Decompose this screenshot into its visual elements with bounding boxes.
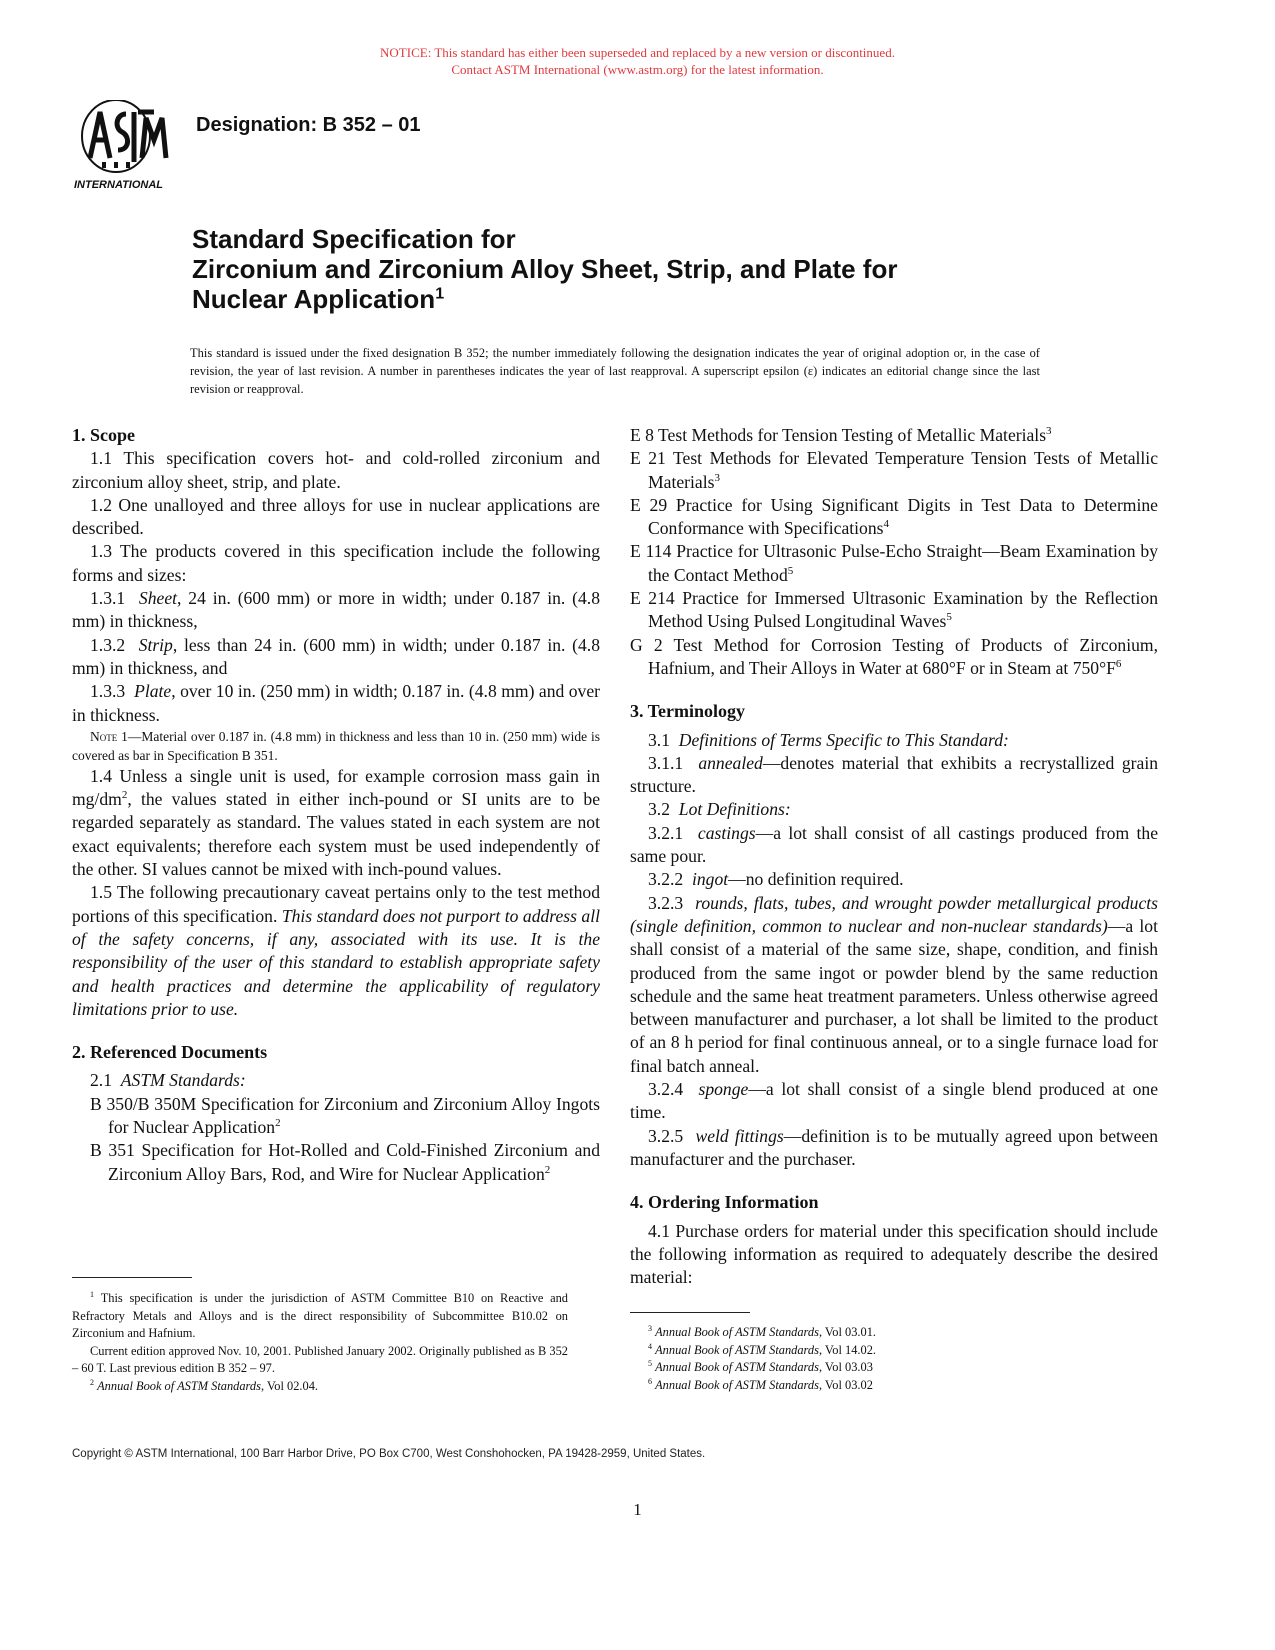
astm-logo (72, 100, 180, 192)
designation: Designation: B 352 – 01 (196, 114, 421, 136)
footnote-rule-left (72, 1277, 192, 1278)
footnote-3: $^3$ Annual Book of ASTM Standards, Vol 03.01. (648, 1323, 876, 1339)
footnote-2: $^2$ Annual Book of ASTM Standards, Vol 02.04. (90, 1377, 318, 1393)
para-3-2-4: 3.2.4 sponge—a lot shall consist of a single blend produced at one time. (630, 1079, 1159, 1123)
reference-item: E 114 Practice for Ultrasonic Pulse-Echo Straight—Beam Examination by the Contact Method$^5$ (630, 541, 1158, 585)
para-3-2-3: 3.2.3 rounds, flats, tubes, and wrought powder metallurgical products (single definition, common to nuclear and non-nuclear standards)—a lot shall consist of a material of the same size, shape, condition, and finish produced from the same ingot or powder blend by the same reduction schedule and the same heat treatment parameters. Unless otherwise agreed between manufacturer and purchaser, a lot shall be limited to the product of an 8 h period for final continuous anneal, or to a single furnace load for final batch anneal. (630, 892, 1159, 1076)
right-column (630, 424, 1158, 1289)
footnotes-left (72, 1290, 568, 1395)
note-1: Note 1—Material over 0.187 in. (4.8 mm) in thickness and less than 10 in. (250 mm) wide is covered as bar in Specification B 351. (72, 728, 600, 763)
reference-item: G 2 Test Method for Corrosion Testing of Products of Zirconium, Hafnium, and Their Alloys in Water at 680°F or in Steam at $750^\circ F^6$ (630, 634, 1158, 678)
reference-list-right (630, 424, 1158, 680)
reference-list-left (72, 1093, 600, 1186)
para-3-1-1: 3.1.1 annealed—denotes material that exhibits a recrystallized grain structure. (630, 752, 1159, 797)
para-4-1: 4.1 Purchase orders for material under this specification should include the following information as required to adequately describe the desired material: (630, 1220, 1158, 1288)
intro-paragraph: This standard is issued under the fixed designation B 352; the number immediately following the designation indicates the year of original adoption or, in the case of revision, the year of last revision. A number in parentheses indicates the year of last reapproval. A superscript epsilon (ε) indicates an editorial change since the last revision or reapproval. (190, 346, 1040, 396)
reference-item: E 21 Test Methods for Elevated Temperature Tension Tests of Metallic Materials$^3$ (630, 448, 1158, 492)
footnotes-right (630, 1324, 1126, 1394)
para-3-2-5: 3.2.5 weld fittings—definition is to be mutually agreed upon between manufacturer and the purchaser. (630, 1125, 1159, 1169)
section-4-heading: 4. Ordering Information (630, 1192, 819, 1213)
title-line-2: Zirconium and Zirconium Alloy Sheet, Strip, and Plate for (192, 254, 898, 284)
footnote-1-edition: Current edition approved Nov. 10, 2001. Published January 2002. Originally published as B 352 – 60 T. Last previous edition B 352 – 97. (72, 1343, 568, 1375)
para-3-2-2: 3.2.2 ingot—no definition required. (648, 869, 904, 890)
title-line-1: Standard Specification for (192, 224, 516, 254)
reference-item: B 350/B 350M Specification for Zirconium and Zirconium Alloy Ingots for Nuclear Application$^2$ (90, 1093, 600, 1138)
para-1-3-3: 1.3.3 Plate, over 10 in. (250 mm) in width; 0.187 in. (4.8 mm) and over in thickness. (72, 681, 600, 725)
para-1-5: 1.5 The following precautionary caveat pertains only to the test method portions of this specification. This standard does not purport to address all of the safety concerns, if any, associated with its use. It is the responsibility of the user of this standard to establish appropriate safety and health practices and determine the applicability of regulatory limitations prior to use. (72, 882, 600, 1019)
reference-item: E 29 Practice for Using Significant Digits in Test Data to Determine Conformance with Specifications$^4$ (630, 494, 1158, 539)
title-line-3: Nuclear Application$^1$ (192, 284, 445, 314)
para-1-3: 1.3 The products covered in this specification include the following forms and sizes: (72, 541, 600, 585)
notice-line-2: Contact ASTM International (www.astm.org) for the latest information. (451, 62, 824, 77)
para-3-2: 3.2 Lot Definitions: (648, 799, 791, 820)
document-title (192, 224, 1092, 314)
para-1-2: 1.2 One unalloyed and three alloys for use in nuclear applications are described. (72, 494, 600, 539)
left-column (72, 424, 600, 1186)
para-3-1: 3.1 Definitions of Terms Specific to This Standard: (648, 729, 1009, 750)
footnote-5: $^5$ Annual Book of ASTM Standards, Vol 03.03 (648, 1358, 873, 1374)
reference-item: B 351 Specification for Hot-Rolled and Cold-Finished Zirconium and Zirconium Alloy Bars, Rod, and Wire for Nuclear Application$^2$ (90, 1140, 600, 1184)
para-1-3-1: 1.3.1 Sheet, 24 in. (600 mm) or more in width; under 0.187 in. (4.8 mm) in thickness, (72, 588, 600, 632)
para-3-2-1: 3.2.1 castings—a lot shall consist of all castings produced from the same pour. (630, 822, 1159, 867)
title-footnote-ref: 1 (435, 285, 445, 303)
para-1-3-2: 1.3.2 Strip, less than 24 in. (600 mm) in width; under 0.187 in. (4.8 mm) in thickness, and (72, 634, 601, 678)
para-2-1: 2.1 ASTM Standards: (90, 1070, 246, 1091)
supersession-notice (0, 44, 1275, 78)
para-1-1: 1.1 This specification covers hot- and cold-rolled zirconium and zirconium alloy sheet, strip, and plate. (72, 448, 600, 492)
footnote-6: $^6$ Annual Book of ASTM Standards, Vol 03.02 (648, 1376, 873, 1392)
notice-line-1: NOTICE: This standard has either been superseded and replaced by a new version or discontinued. (380, 45, 895, 60)
copyright-line: Copyright © ASTM International, 100 Barr Harbor Drive, PO Box C700, West Conshohocken, PA 19428-2959, United States. (72, 1448, 706, 1460)
section-1-heading: 1. Scope (72, 425, 135, 445)
reference-item: E 214 Practice for Immersed Ultrasonic Examination by the Reflection Method Using Pulsed Longitudinal Waves$^5$ (630, 588, 1158, 632)
section-3-heading: 3. Terminology (630, 701, 746, 722)
astm-logo-icon (72, 100, 180, 192)
reference-item: E 8 Test Methods for Tension Testing of Metallic Materials$^3$ (630, 425, 1052, 445)
footnote-1: $^1$ This specification is under the jurisdiction of ASTM Committee B10 on Reactive and Refractory Metals and Alloys and is the direct responsibility of Subcommittee B10.02 on Zirconium and Hafnium. (72, 1289, 568, 1340)
footnote-4: $^4$ Annual Book of ASTM Standards, Vol 14.02. (648, 1341, 876, 1357)
page-number: 1 (633, 1500, 642, 1519)
section-2-heading: 2. Referenced Documents (72, 1042, 268, 1063)
logo-international-text: INTERNATIONAL (74, 179, 164, 191)
para-1-4: 1.4 Unless a single unit is used, for example corrosion mass gain in $mg/dm^2$, the values stated in either inch-pound or SI units are to be regarded separately as standard. The values stated in each system are not exact equivalents; therefore each system must be used independently of the other. SI values cannot be mixed with inch-pound values. (72, 765, 600, 880)
footnote-rule-right (630, 1312, 750, 1313)
